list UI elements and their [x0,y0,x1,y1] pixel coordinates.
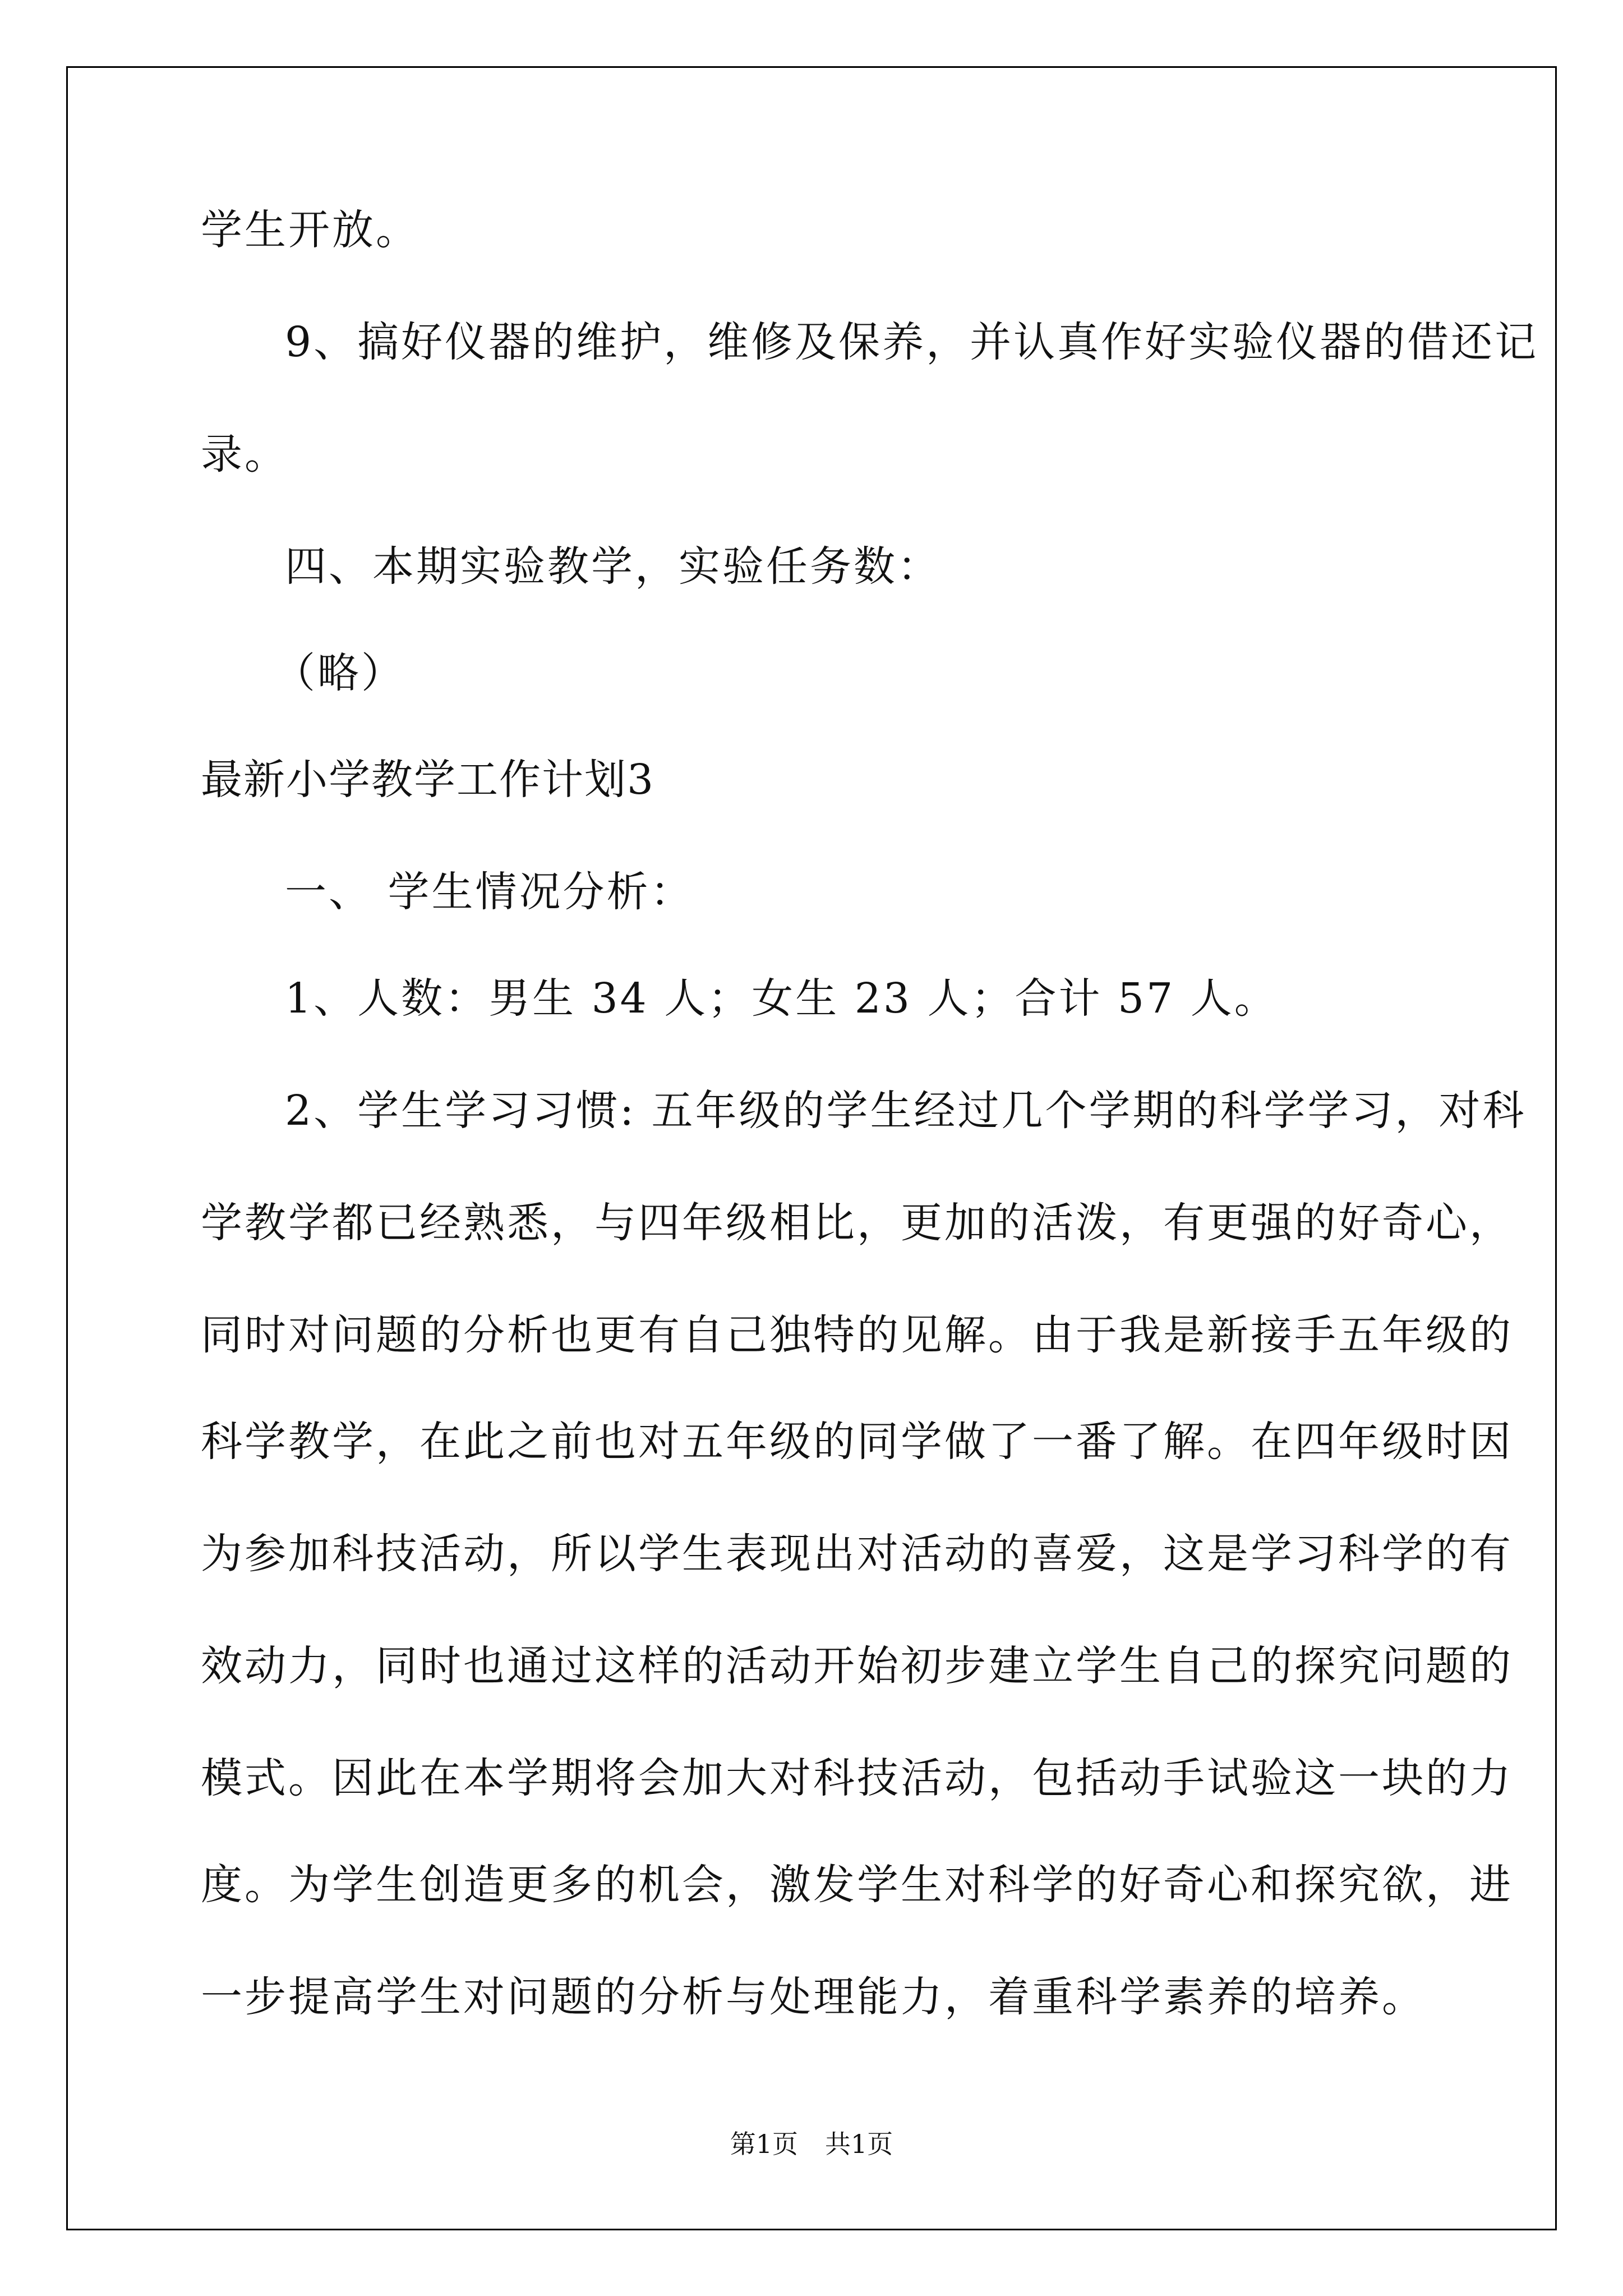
page-number-total: 共1页 [825,2129,893,2159]
paragraph-line: 效动力，同时也通过这样的活动开始初步建立学生自己的探究问题的 [201,1642,1513,1690]
paragraph-line: 9、搞好仪器的维护，维修及保养，并认真作好实验仪器的借还记 [285,318,1539,366]
paragraph-line: 模式。因此在本学期将会加大对科技活动，包括动手试验这一块的力 [201,1754,1513,1802]
paragraph-line: 2、学生学习习惯: 五年级的学生经过几个学期的科学学习，对科 [285,1087,1527,1135]
paragraph-line: 1、人数：男生 34 人；女生 23 人；合计 57 人。 [285,974,1278,1023]
paragraph-line: 科学教学，在此之前也对五年级的同学做了一番了解。在四年级时因 [201,1418,1513,1466]
document-title: 最新小学教学工作计划3 [201,756,655,804]
paragraph-line: 录。 [201,430,288,478]
paragraph-line: 同时对问题的分析也更有自己独特的见解。由于我是新接手五年级的 [201,1311,1513,1359]
section-heading: 四、本期实验教学，实验任务数： [285,542,941,591]
paragraph-line: 学生开放。 [201,206,419,254]
paragraph-line: 一步提高学生对问题的分析与处理能力，着重科学素养的培养。 [201,1973,1426,2021]
page-footer [0,2127,1623,2161]
paragraph-line: 度。为学生创造更多的机会，激发学生对科学的好奇心和探究欲，进 [201,1861,1513,1909]
paragraph-line: 学教学都已经熟悉，与四年级相比，更加的活泼，有更强的好奇心， [201,1199,1513,1247]
page-number-current: 第1页 [730,2129,798,2159]
section-heading: 一、 学生情况分析： [285,868,694,916]
paragraph-line: 为参加科技活动，所以学生表现出对活动的喜爱，这是学习科学的有 [201,1530,1513,1578]
paragraph-line: （略） [274,649,405,697]
